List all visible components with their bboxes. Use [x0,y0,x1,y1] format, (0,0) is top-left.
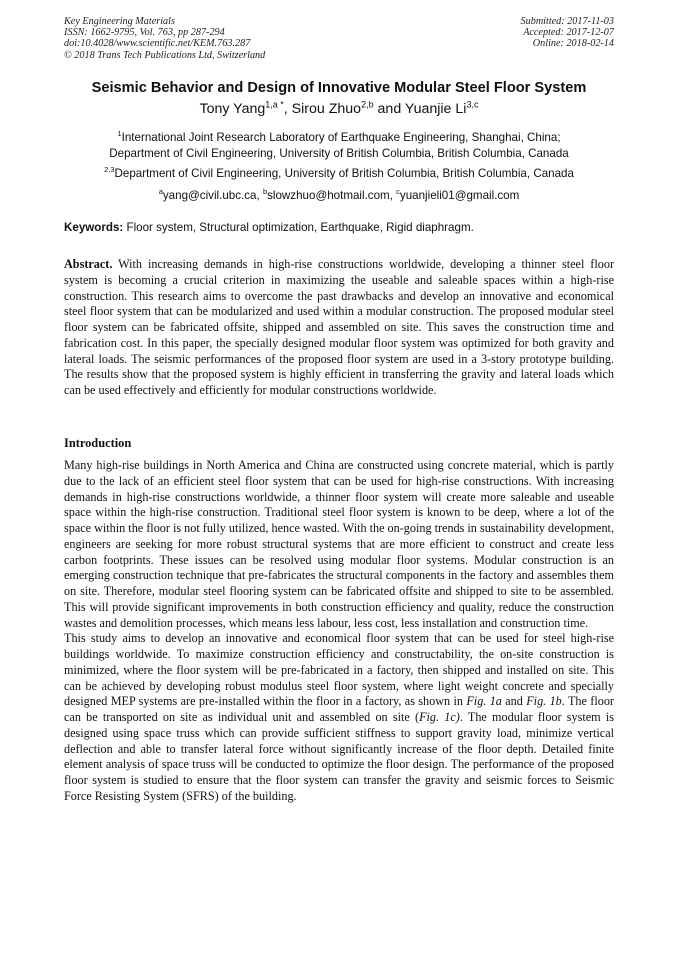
author-3-marker: 3,c [466,99,479,110]
email-a-marker: a [158,187,163,197]
affiliation-2 [40,166,638,182]
keywords [64,221,624,234]
online-date: Online: 2018-02-14 [532,38,614,50]
abstract-label: Abstract. [64,257,113,271]
email-c-marker: c [396,187,400,197]
abstract [64,257,614,399]
figure-ref-1a[interactable]: Fig. 1a [466,694,502,709]
abstract-text: With increasing demands in high-rise constructions worldwide, developing a thinner steel floor system is becoming a crucial criterion in maximizing the useable and saleable spaces within a high-rise construction. This research aims to overcome the past drawbacks and develop an innovative and economical steel floor system that can be modularized and used within a modular construction. The proposed modular steel floor system can be fabricated offsite, shipped and assembled on site. This saves the construction time and fabrication cost. In this paper, the specially designed modular floor system was optimized for both gravity and lateral loads. The seismic performances of the proposed floor system are used in a 3-story prototype building. The results show that the proposed system is highly efficient in transferring the gravity and lateral loads which can be used effectively and efficiently for modular constructions worldwide. [64,257,614,397]
paragraph-text: . The modular floor system is designed using space truss which can provide sufficient stiffness to support gravity load, minimize vertical deflection and able to transfer lateral force without significantly increase of the floor depth. Detailed finite element analysis of space truss will be conducted to optimize the floor design. The performance of the proposed floor system is studied to ensure that the floor system can transfer the gravity and seismic forces to Seismic Force Resisting System (SFRS) of the building. [64,710,614,803]
accepted-date: Accepted: 2017-12-07 [523,27,614,39]
author-1-marker: 1,a * [265,99,284,110]
affiliation-2-marker: 2,3 [104,165,115,175]
email-a[interactable]: yang@civil.ubc.ca, [162,189,263,202]
introduction-paragraph-2 [64,631,614,804]
author-separator: and [373,101,405,117]
affiliation-1 [40,130,638,162]
keywords-label: Keywords: [64,221,124,234]
journal-name: Key Engineering Materials [64,16,175,27]
author-2: Sirou Zhuo [291,101,362,117]
introduction-heading: Introduction [64,436,132,450]
figure-ref-1b[interactable]: Fig. 1b [526,694,562,709]
email-b[interactable]: slowzhuo@hotmail.com, [267,189,397,202]
introduction-paragraph-1: Many high-rise buildings in North America and China are constructed using concrete material, which is partly due to the lack of an efficient steel floor system that can be used for high-rise constructions. With increasing demands in high-rise constructions worldwide, a thinner floor system will create more saleable and useable space within the high-rise construction. Traditional steel floor system is known to be deep, where a lot of the space within the floor is not fully utilized, hence wasted. With the on-going trends in sustainability development, engineers are seeking for more robust structural systems that are more efficient to construct and create less carbon footprints. These issues can be resolved using modular floor systems. Modular construction is an emerging construction technique that pre-fabricates the structural components in the factory and assembles them on site. Therefore, modular steel flooring system can be fabricated offsite and shipped to site to be assembled. This will provide significant improvements in both construction efficiency and quality, reduce the construction wastes and demolition processes, which means less labour, less cost, less installation and construction time. [64,458,614,630]
author-2-marker: 2,b [361,99,374,110]
issn-line: ISSN: 1662-9795, Vol. 763, pp 287-294 [64,27,225,39]
affiliation-1-line-1: International Joint Research Laboratory of Earthquake Engineering, Shanghai, China; [121,131,561,144]
paragraph-text: . The floor can be transported on site as individual unit and assembled on site ( [64,694,614,724]
doi-line: doi:10.4028/www.scientific.net/KEM.763.287 [64,38,251,50]
copyright-line: © 2018 Trans Tech Publications Ltd, Switzerland [64,49,266,61]
journal-info [64,16,265,61]
paragraph-text: and [501,694,527,709]
figure-ref-1c[interactable]: Fig. 1c) [419,710,460,724]
paragraph-text: This study aims to develop an innovative and economical floor system that can be used for steel high-rise buildings worldwide. To maximize construction efficiency and constructability, the on-site construction is minimized, where the floor system will be pre-fabricated in a factory, then shipped and installed on site. This can be achieved by developing robust modulus steel floor system, where light weight concrete and specially designed MEP systems are pre-installed within the floor in a factory, as shown in [64,631,614,709]
keywords-text: Floor system, Structural optimization, Earthquake, Rigid diaphragm. [123,221,474,234]
author-3: Yuanjie Li [404,101,467,117]
affiliation-1-marker: 1 [117,129,122,139]
submitted-date: Submitted: 2017-11-03 [520,16,614,27]
affiliation-1-line-2: Department of Civil Engineering, University of British Columbia, British Columbia, Canada [109,147,569,160]
email-b-marker: b [262,187,268,197]
author-list [40,101,638,117]
author-1: Tony Yang [199,101,266,117]
email-list [40,188,638,204]
affiliation-2-line: Department of Civil Engineering, University of British Columbia, British Columbia, Canada [114,167,574,180]
author-separator: , [283,101,292,117]
introduction-body [64,458,614,805]
publication-dates [521,16,614,50]
email-c[interactable]: yuanjieli01@gmail.com [399,189,520,202]
paper-title: Seismic Behavior and Design of Innovative Modular Steel Floor System [91,80,587,96]
